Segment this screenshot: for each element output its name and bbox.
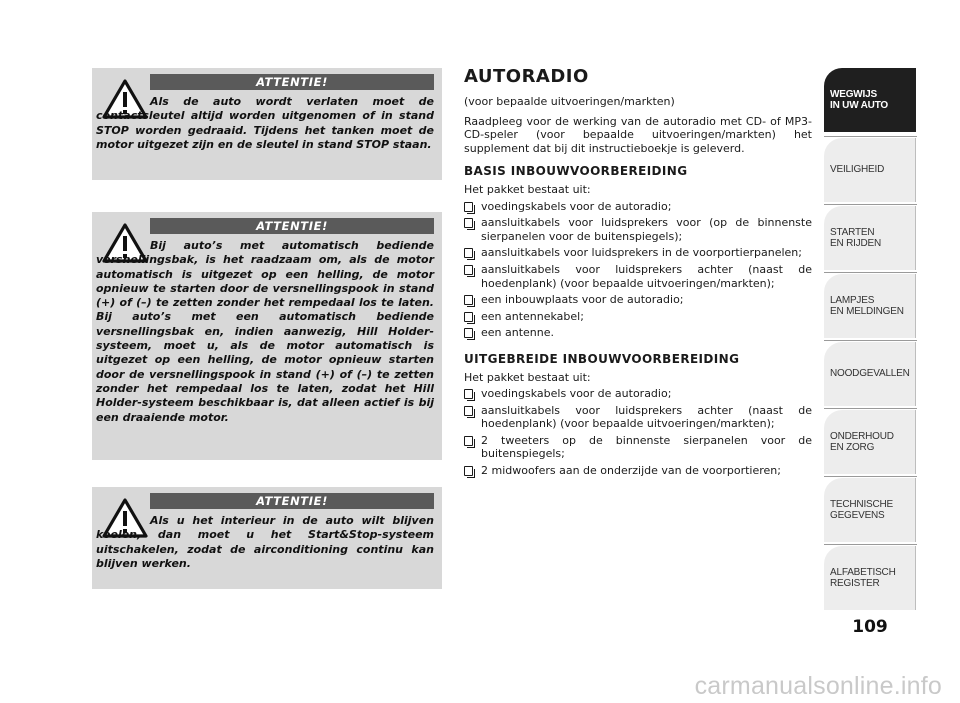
checkbox-bullet-icon bbox=[464, 436, 473, 446]
tab-noodgevallen[interactable]: NOODGEVALLEN bbox=[824, 342, 916, 406]
watermark: carmanualsonline.info bbox=[694, 672, 942, 700]
intro-paragraph: Raadpleeg voor de werking van de autoradio met CD- of MP3-CD-speler (voor bepaalde uitvoeringen/markten) het supplement dat bij dit instructieboekje is geleverd. bbox=[464, 114, 812, 155]
subtitle: (voor bepaalde uitvoeringen/markten) bbox=[464, 95, 675, 108]
list-item: 2 midwoofers aan de onderzijde van de voorportieren; bbox=[464, 464, 812, 478]
checkbox-bullet-icon bbox=[464, 312, 473, 322]
checkbox-bullet-icon bbox=[464, 466, 473, 476]
tab-veiligheid[interactable]: VEILIGHEID bbox=[824, 138, 916, 202]
basis-list bbox=[464, 200, 812, 340]
list-item: een antenne. bbox=[464, 326, 812, 340]
list-item: een inbouwplaats voor de autoradio; bbox=[464, 293, 812, 307]
main-content bbox=[464, 66, 812, 481]
checkbox-bullet-icon bbox=[464, 295, 473, 305]
tab-technische[interactable]: TECHNISCHE GEGEVENS bbox=[824, 478, 916, 542]
list-item: voedingskabels voor de autoradio; bbox=[464, 200, 812, 214]
section-lead: Het pakket bestaat uit: bbox=[464, 370, 591, 384]
warning-box-2 bbox=[92, 212, 442, 460]
tab-lampjes[interactable]: LAMPJES EN MELDINGEN bbox=[824, 274, 916, 338]
page-number: 109 bbox=[852, 617, 888, 637]
checkbox-bullet-icon bbox=[464, 202, 473, 212]
checkbox-bullet-icon bbox=[464, 218, 473, 228]
checkbox-bullet-icon bbox=[464, 389, 473, 399]
list-item: 2 tweeters op de binnenste sierpanelen voor de buitenspiegels; bbox=[464, 434, 812, 461]
warning-box-1 bbox=[92, 68, 442, 180]
list-item: voedingskabels voor de autoradio; bbox=[464, 387, 812, 401]
section-lead: Het pakket bestaat uit: bbox=[464, 182, 591, 196]
warning-text: Bij auto’s met automatisch bediende versnellingsbak, is het raadzaam om, als de motor automatisch is uitgezet op een helling, de motor opnieuw te starten door de versnellingspook in stand (+) of (–) te zetten zonder het rempedaal los te laten. Bij auto’s met een automatisch bediende versnellingsbak en, indien aanwezig, Hill Holder-systeem, moet u, als de motor automatisch is uitgezet op een helling, de motor opnieuw starten door de versnellingspook in stand (+) of (–) te zetten zonder het rempedaal los te laten, zodat het Hill Holder-systeem beschikbaar is, dat alleen actief is bij een draaiende motor. bbox=[96, 239, 434, 424]
warning-text: Als de auto wordt verlaten moet de contactsleutel altijd worden uitgenomen of in stand STOP worden gedraaid. Tijdens het tanken moet de motor uitgezet zijn en de sleutel in stand STOP staan. bbox=[96, 95, 434, 151]
warning-header: ATTENTIE! bbox=[150, 218, 434, 234]
list-item: aansluitkabels voor luidsprekers achter (naast de hoedenplank) (voor bepaalde uitvoeringen/markten); bbox=[464, 404, 812, 431]
tab-wegwijs[interactable]: WEGWIJS IN UW AUTO bbox=[824, 68, 916, 132]
checkbox-bullet-icon bbox=[464, 406, 473, 416]
checkbox-bullet-icon bbox=[464, 265, 473, 275]
checkbox-bullet-icon bbox=[464, 328, 473, 338]
warning-header: ATTENTIE! bbox=[150, 493, 434, 509]
page-title: AUTORADIO bbox=[464, 66, 589, 87]
warning-header: ATTENTIE! bbox=[150, 74, 434, 90]
warning-box-3 bbox=[92, 487, 442, 589]
tab-register[interactable]: ALFABETISCH REGISTER bbox=[824, 546, 916, 610]
checkbox-bullet-icon bbox=[464, 248, 473, 258]
tab-starten[interactable]: STARTEN EN RIJDEN bbox=[824, 206, 916, 270]
list-item: aansluitkabels voor luidsprekers voor (op de binnenste sierpanelen voor de buitenspiegels); bbox=[464, 216, 812, 243]
list-item: een antennekabel; bbox=[464, 310, 812, 324]
list-item: aansluitkabels voor luidsprekers achter (naast de hoedenplank) (voor bepaalde uitvoeringen/markten); bbox=[464, 263, 812, 290]
section-heading-basis: BASIS INBOUWVOORBEREIDING bbox=[464, 164, 688, 179]
warning-text: Als u het interieur in de auto wilt blijven koelen, dan moet u het Start&Stop-systeem uitschakelen, zodat de airconditioning continu kan blijven werken. bbox=[96, 514, 434, 570]
section-heading-uitgebreid: UITGEBREIDE INBOUWVOORBEREIDING bbox=[464, 351, 740, 366]
list-item: aansluitkabels voor luidsprekers in de voorportierpanelen; bbox=[464, 246, 812, 260]
uitgebreid-list bbox=[464, 387, 812, 478]
tab-onderhoud[interactable]: ONDERHOUD EN ZORG bbox=[824, 410, 916, 474]
